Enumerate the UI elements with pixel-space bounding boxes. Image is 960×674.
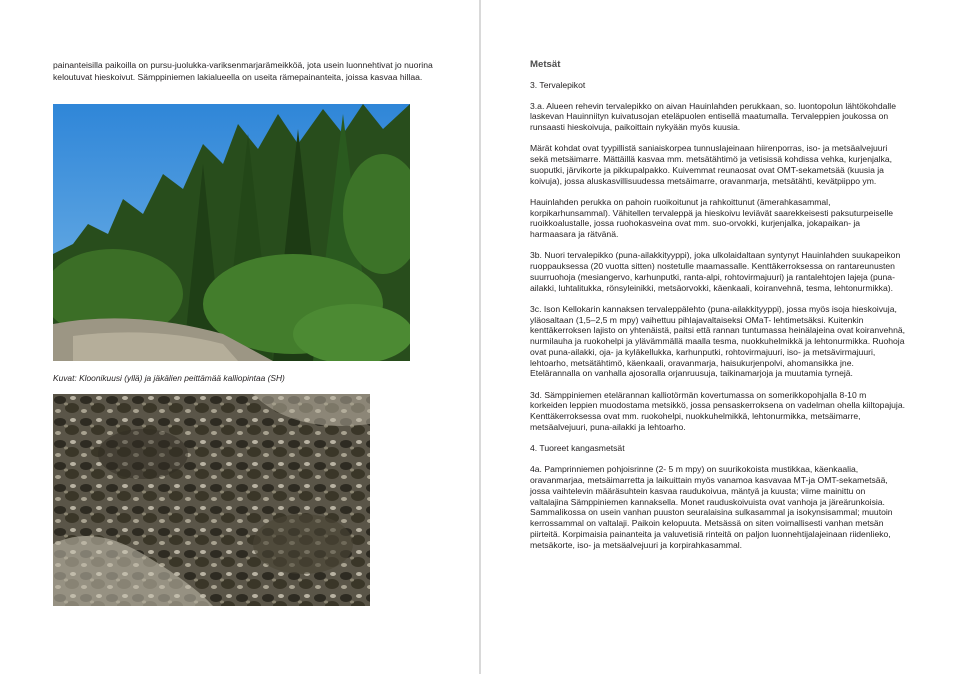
lichen-rock-photo [53, 394, 370, 606]
paragraph-3d: 3d. Sämppiniemen etelärannan kalliotörmän kovertumassa on somerikkopohjalla 8-10 m korkeiden leppien muodostama metsikkö, jossa pensaskerroksena on vadelman ohella kiiltopajuja. Kenttäkerroksessa ovat mm. ruokohelpi, nuokkuhelmikkä, lehtonurmikka, metsäimarre, metsäalvejuuri, puna-ailakki ja lehtoarho. [530, 389, 905, 432]
left-page [0, 0, 479, 674]
paragraph-3b: 3b. Nuori tervalepikko (puna-ailakkityyppi), joka ulkolaidaltaan syntynyt Hauinlahden suukapeikon ruoppauksessa (20 vuotta sitten) nostetulle maamassalle. Kenttäkerroksessa on rantareunusten suurruohoja (mesiangervo, karhunputki, ranta-alpi, rohtovirmajuuri) ja rantalehtojen lajeja (puna-ailakki, luhtalitukka, rönsyleinikki, metsäorvokki, käenkaali, koiranvehnä, tesma, lehtonurmikka). [530, 250, 901, 293]
paragraph-hauinlahti: Hauinlahden perukka on pahoin ruoikoitunut ja rahkoittunut (ämerahkasammal, korpikarhunsammal). Vähitellen tervaleppä ja hieskoivu leviävät saarekkeisesti paksuturpeiselle ruoikkoalustalle, jossa ruohokasveina ovat mm. suo-orvokki, kurjenjalka, jokapaikan- ja harmaasara ja rätvänä. [530, 196, 894, 239]
photo-caption: Kuvat: Kloonikuusi (yllä) ja jäkälien peittämää kalliopintaa (SH) [53, 373, 285, 383]
spruce-photo [53, 104, 410, 361]
subheading-4: 4. Tuoreet kangasmetsät [530, 443, 625, 453]
paragraph-4a: 4a. Pamprinniemen pohjoisrinne (2- 5 m mpy) on suurikokoista mustikkaa, käenkaalia, oravanmarjaa, metsäimarretta ja laikuittain myös vanamoa kasvavaa MT-ja OMT-sekametsää, jossa vaihtelevin määräsuhtein kasvaa raudukoivua, mäntyä ja kuusta; viime mainittu on valtalajina Sämppiniemen kannaksella. Monet rauduskoivuista ovat vanhoja ja järeärunkoisia. Sammalikossa on usein vanhan puuston seuralaisina sulkasammal ja isokynsisammal; muutoin kerrossammal on valtalaji. Paikoin kelopuuta. Metsässä on siten voimallisesti vanhan metsän piirteitä. Korpimaisia painanteita ja valuvetisiä rinteitä on paljon luonnehtijalajeinaan riidenlieko, metsäkorte, iso- ja metsäalvejuuri ja korpirahkasammal. [530, 464, 893, 550]
right-page [481, 0, 960, 674]
subheading: 3. Tervalepikot [530, 79, 586, 90]
paragraph-3c: 3c. Ison Kellokarin kannaksen tervaleppälehto (puna-ailakkityyppi), jossa myös isoja hieskoivuja, yläosaltaan (1,5–2,5 m mpy) vaihettuu pihlajavaltaiseksi OMaT- lehtimetsäksi. Kuitenkin kenttäkerroksen lajisto on yhtenäistä, paitsi että rannan tuntumassa heinälajeina ovat koiranvehnä, nurmilauha ja ruokohelpi ja ylävämmällä maalla tesma, nuokkuhelmikkä ja lehtonurmikka. Ruohoja ovat puna-ailakki, oja- ja kyläkellukka, karhunputki, rohtovirmajuuri, iso- ja metsävirmajuuri, lehtoarho, metsätähtimö, käenkaali, oravanmarja, haisukurjenpolvi, ahomansikka jne. Etelärannalla on vanhalla ajosoralla orjanruusuja, taikinamarjoja ja muutamia tyrnejä. [530, 303, 906, 379]
paragraph-swamp: Märät kohdat ovat tyypillistä saniaiskorpea tunnuslajeinaan hiirenporras, iso- ja metsäalvejuuri sekä metsäimarre. Mättäillä kasvaa mm. metsätähtimö ja vetisissä kohdissa vehka, kurjenjalka, suoputki, järvikorte ja pikkupalpakko. Kuivemmat reunaosat ovat OMT-sekametsää (kuusia ja koivuja), jossa aluskasvillisuudessa metsäimarre, oravanmarja, metsätähti, kevätpiippo ym. [530, 143, 893, 186]
paragraph-3a: 3.a. Alueen rehevin tervalepikko on aivan Hauinlahden perukkaan, so. luontopolun lähtökohdalle laskevan Hauinniityn kuivatusojan eteläpuolen entisellä maatumalla. Tervaleppien joukossa on runsaasti hieskoivuja, paikoittain nykyään myös kuusia. [530, 100, 896, 132]
section-heading: Metsät [530, 59, 561, 70]
intro-paragraph: painanteisilla paikoilla on pursu-juolukka-variksenmarjarämeikköä, jota usein luonnehtivat jo nuorina keloutuvat hieskoivut. Sämppiniemen lakialueella on useita rämepainanteita, joissa kasvaa hillaa. [53, 60, 433, 82]
text-column [530, 60, 905, 561]
